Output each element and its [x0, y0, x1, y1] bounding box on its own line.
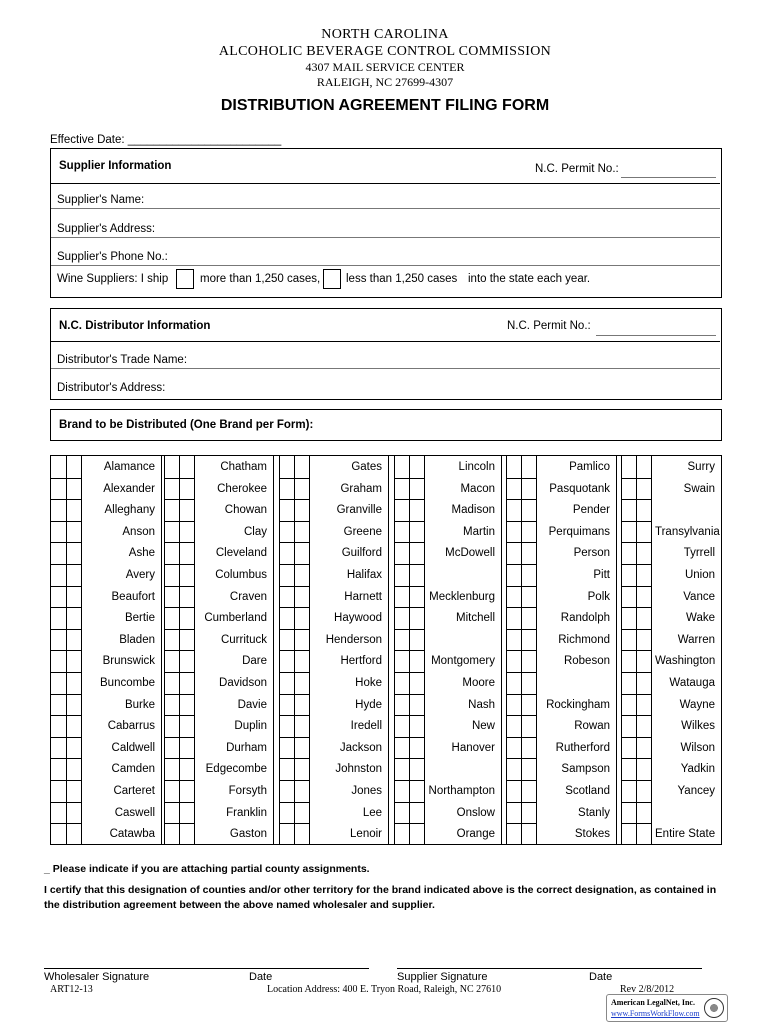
county-checkbox[interactable]: [66, 499, 81, 521]
county-name: Nash: [468, 698, 495, 711]
wine-suppliers-tail: into the state each year.: [468, 273, 591, 285]
county-checkbox[interactable]: [179, 586, 194, 608]
county-checkbox[interactable]: [179, 607, 194, 629]
location-address: Location Address: 400 E. Tryon Road, Raleigh, NC 27610: [267, 984, 502, 995]
county-checkbox[interactable]: [66, 802, 81, 824]
county-name: Watauga: [669, 677, 715, 689]
county-name: Tyrrell: [683, 547, 715, 560]
county-name: Sampson: [561, 763, 610, 776]
county-checkbox[interactable]: [66, 542, 81, 564]
county-checkbox[interactable]: [521, 802, 536, 824]
county-checkbox[interactable]: [179, 737, 194, 759]
more-than-1250-label: more than 1,250 cases,: [200, 273, 321, 285]
distributor-section: [50, 308, 722, 400]
county-name: Davie: [237, 698, 267, 711]
supplier-signature-label: Supplier Signature: [397, 971, 488, 983]
county-name: Hanover: [451, 741, 495, 754]
county-checkbox[interactable]: [409, 802, 424, 824]
county-name: Person: [573, 547, 610, 560]
county-name: Warren: [677, 633, 715, 646]
county-name: Guilford: [341, 547, 382, 560]
county-checkbox[interactable]: [294, 694, 309, 716]
county-checkbox[interactable]: [636, 478, 651, 500]
county-name: Madison: [451, 504, 495, 517]
county-name: Caldwell: [111, 741, 155, 754]
county-checkbox[interactable]: [179, 780, 194, 802]
county-name: Yadkin: [680, 763, 715, 776]
county-name: Wilkes: [681, 720, 715, 733]
county-name: Granville: [336, 504, 382, 517]
county-checkbox[interactable]: [294, 456, 309, 478]
county-checkbox[interactable]: [636, 823, 651, 845]
county-checkbox[interactable]: [636, 694, 651, 716]
county-name: Rowan: [574, 720, 610, 733]
county-checkbox[interactable]: [521, 650, 536, 672]
supplier-heading: Supplier Information: [59, 160, 172, 172]
county-checkbox[interactable]: [66, 456, 81, 478]
county-checkbox[interactable]: [409, 650, 424, 672]
county-checkbox[interactable]: [294, 823, 309, 845]
county-name: Camden: [111, 763, 155, 776]
county-name: Perquimans: [548, 525, 610, 538]
county-name: Northampton: [428, 785, 495, 797]
grid-vline: [273, 456, 274, 844]
county-checkbox[interactable]: [409, 823, 424, 845]
county-checkbox[interactable]: [409, 694, 424, 716]
distributor-address-label: Distributor's Address:: [57, 382, 166, 394]
county-name: Mecklenburg: [429, 590, 495, 603]
county-checkbox[interactable]: [409, 456, 424, 478]
county-name: Cabarrus: [107, 720, 155, 733]
supplier-address-label: Supplier's Address:: [57, 223, 156, 235]
less-than-1250-label: less than 1,250 cases: [346, 273, 458, 285]
county-name: Cherokee: [217, 482, 267, 495]
grid-vline: [309, 456, 310, 844]
county-checkbox[interactable]: [294, 629, 309, 651]
county-name: Robeson: [563, 655, 610, 668]
county-name: Iredell: [350, 720, 382, 733]
grid-vline: [536, 456, 537, 844]
county-name: Transylvania: [655, 525, 720, 538]
county-checkbox[interactable]: [66, 564, 81, 586]
county-name: Pasquotank: [549, 482, 610, 495]
county-checkbox[interactable]: [294, 802, 309, 824]
county-name: Clay: [243, 525, 267, 538]
county-name: Chatham: [220, 461, 267, 473]
county-name: Gates: [351, 461, 382, 473]
county-checkbox[interactable]: [294, 607, 309, 629]
grid-vline: [81, 456, 82, 844]
county-checkbox[interactable]: [294, 650, 309, 672]
county-checkbox[interactable]: [636, 650, 651, 672]
county-checkbox[interactable]: [66, 629, 81, 651]
county-checkbox[interactable]: [521, 542, 536, 564]
county-name: Entire State: [655, 828, 716, 841]
county-checkbox[interactable]: [179, 564, 194, 586]
county-name: Edgecombe: [205, 763, 267, 776]
county-checkbox[interactable]: [409, 780, 424, 802]
county-name: Forsyth: [228, 785, 267, 797]
county-name: Avery: [125, 569, 155, 581]
county-checkbox[interactable]: [66, 694, 81, 716]
county-checkbox[interactable]: [66, 672, 81, 694]
county-name: Beaufort: [111, 590, 155, 603]
county-name: Currituck: [220, 633, 267, 646]
county-name: Johnston: [335, 763, 382, 776]
county-checkbox[interactable]: [294, 478, 309, 500]
county-name: Bladen: [119, 633, 155, 646]
county-name: Hertford: [340, 655, 382, 668]
county-name: Pamlico: [569, 461, 610, 473]
county-name: Orange: [456, 828, 495, 841]
county-checkbox[interactable]: [294, 780, 309, 802]
county-name: Scotland: [565, 785, 610, 797]
county-checkbox[interactable]: [521, 694, 536, 716]
county-name: Ashe: [128, 547, 155, 560]
county-checkbox[interactable]: [179, 521, 194, 543]
distributor-divider: [51, 341, 720, 342]
form-number: ART12-13: [50, 984, 93, 995]
county-name: Washington: [655, 655, 716, 668]
wholesaler-signature-line[interactable]: [44, 968, 369, 969]
header-line2: ALCOHOLIC BEVERAGE CONTROL COMMISSION: [218, 44, 552, 59]
partial-note: _ Please indicate if you are attaching partial county assignments.: [44, 863, 370, 875]
county-name: Davidson: [219, 677, 267, 689]
eagle-seal-icon: [704, 998, 724, 1018]
supplier-permit-line[interactable]: [621, 177, 716, 178]
county-name: Macon: [460, 482, 495, 495]
county-name: Burke: [124, 698, 155, 711]
form-title: DISTRIBUTION AGREEMENT FILING FORM: [220, 97, 550, 114]
county-checkbox[interactable]: [409, 672, 424, 694]
county-name: Greene: [343, 525, 382, 538]
distributor-permit-label: N.C. Permit No.:: [507, 320, 591, 332]
date-label-1: Date: [249, 971, 273, 983]
county-checkbox[interactable]: [636, 456, 651, 478]
county-checkbox[interactable]: [66, 478, 81, 500]
county-checkbox[interactable]: [179, 758, 194, 780]
county-name: Moore: [462, 677, 495, 689]
county-name: Yancey: [677, 785, 715, 797]
county-name: Lincoln: [458, 461, 495, 473]
county-checkbox[interactable]: [636, 802, 651, 824]
county-checkbox[interactable]: [66, 607, 81, 629]
county-checkbox[interactable]: [521, 715, 536, 737]
county-name: Wake: [686, 612, 715, 625]
county-checkbox[interactable]: [521, 672, 536, 694]
county-name: Jackson: [339, 741, 382, 754]
county-checkbox[interactable]: [521, 586, 536, 608]
supplier-phone-line[interactable]: [51, 265, 720, 266]
supplier-name-label: Supplier's Name:: [57, 194, 145, 206]
county-checkbox[interactable]: [66, 715, 81, 737]
county-checkbox[interactable]: [66, 650, 81, 672]
supplier-divider: [51, 183, 720, 184]
grid-vline: [194, 456, 195, 844]
county-name: Carteret: [113, 785, 155, 797]
county-checkbox[interactable]: [66, 521, 81, 543]
county-checkbox[interactable]: [521, 499, 536, 521]
grid-vline: [501, 456, 502, 844]
publisher-link[interactable]: www.FormsWorkFlow.com: [611, 1009, 700, 1018]
county-name: Cleveland: [215, 547, 267, 560]
county-checkbox[interactable]: [521, 564, 536, 586]
header-line1: NORTH CAROLINA: [321, 27, 449, 42]
county-name: Vance: [683, 590, 715, 603]
county-checkbox[interactable]: [409, 564, 424, 586]
county-checkbox[interactable]: [636, 672, 651, 694]
county-name: Hyde: [355, 698, 382, 711]
grid-vline: [616, 456, 617, 844]
county-name: Rockingham: [546, 698, 610, 711]
county-checkbox[interactable]: [179, 802, 194, 824]
county-name: Polk: [587, 590, 610, 603]
county-name: Swain: [683, 482, 715, 495]
county-checkbox[interactable]: [409, 715, 424, 737]
county-checkbox[interactable]: [409, 499, 424, 521]
county-checkbox[interactable]: [409, 607, 424, 629]
county-name: Hoke: [355, 677, 382, 689]
county-checkbox[interactable]: [409, 521, 424, 543]
grid-vline: [721, 456, 722, 844]
distributor-trade-line[interactable]: [51, 368, 720, 369]
grid-vline: [651, 456, 652, 844]
county-name: Mitchell: [456, 612, 495, 625]
county-name: Buncombe: [100, 677, 155, 689]
distributor-heading: N.C. Distributor Information: [59, 320, 211, 332]
county-name: Wayne: [679, 698, 715, 711]
county-checkbox[interactable]: [179, 499, 194, 521]
county-name: Alamance: [103, 461, 155, 473]
county-checkbox[interactable]: [294, 672, 309, 694]
publisher-name: American LegalNet, Inc.: [611, 998, 695, 1007]
supplier-section: [50, 148, 722, 298]
county-name: Dare: [242, 655, 267, 668]
county-checkbox[interactable]: [294, 737, 309, 759]
supplier-phone-label: Supplier's Phone No.:: [57, 251, 168, 263]
county-checkbox[interactable]: [179, 629, 194, 651]
county-checkbox[interactable]: [409, 478, 424, 500]
county-checkbox[interactable]: [521, 758, 536, 780]
county-checkbox[interactable]: [294, 758, 309, 780]
county-checkbox[interactable]: [521, 823, 536, 845]
county-checkbox[interactable]: [409, 737, 424, 759]
less-than-1250-checkbox[interactable]: [323, 269, 341, 289]
county-name: Gaston: [229, 828, 267, 841]
county-checkbox[interactable]: [294, 586, 309, 608]
county-name: Brunswick: [102, 655, 155, 668]
county-checkbox[interactable]: [179, 823, 194, 845]
county-name: Lenoir: [350, 828, 382, 841]
county-checkbox[interactable]: [409, 542, 424, 564]
county-name: Union: [684, 569, 715, 581]
county-checkbox[interactable]: [521, 521, 536, 543]
brand-section[interactable]: [50, 409, 722, 441]
county-checkbox[interactable]: [66, 737, 81, 759]
county-checkbox[interactable]: [521, 607, 536, 629]
county-name: Harnett: [344, 590, 382, 603]
supplier-address-line[interactable]: [51, 237, 720, 238]
county-checkbox[interactable]: [636, 715, 651, 737]
wine-suppliers-label: Wine Suppliers: I ship: [57, 273, 169, 285]
county-name: Henderson: [325, 633, 382, 646]
county-checkbox[interactable]: [179, 694, 194, 716]
county-name: Halifax: [346, 569, 382, 581]
county-name: Franklin: [226, 806, 267, 819]
county-name: Montgomery: [431, 655, 495, 668]
publisher-badge: [606, 994, 728, 1022]
county-name: Alexander: [103, 482, 155, 495]
county-name: Graham: [340, 482, 382, 495]
county-name: Caswell: [114, 806, 155, 819]
county-checkbox[interactable]: [66, 586, 81, 608]
county-checkbox[interactable]: [294, 715, 309, 737]
county-checkbox[interactable]: [521, 780, 536, 802]
county-name: McDowell: [445, 547, 495, 560]
county-checkbox[interactable]: [636, 629, 651, 651]
distributor-permit-line[interactable]: [596, 335, 716, 336]
supplier-name-line[interactable]: [51, 208, 720, 209]
county-checkbox[interactable]: [409, 629, 424, 651]
county-name: Pender: [572, 504, 610, 517]
county-name: Haywood: [334, 612, 382, 625]
county-checkbox[interactable]: [294, 521, 309, 543]
revision: Rev 2/8/2012: [620, 984, 675, 995]
supplier-permit-label: N.C. Permit No.:: [535, 163, 619, 175]
county-name: Columbus: [215, 569, 267, 581]
county-checkbox[interactable]: [636, 564, 651, 586]
county-name: Richmond: [558, 633, 610, 646]
county-checkbox[interactable]: [66, 758, 81, 780]
county-checkbox[interactable]: [636, 758, 651, 780]
county-name: Wilson: [680, 741, 715, 754]
county-name: Rutherford: [555, 741, 610, 754]
county-name: Stokes: [574, 828, 610, 841]
county-checkbox[interactable]: [521, 456, 536, 478]
county-checkbox[interactable]: [66, 780, 81, 802]
grid-vline: [161, 456, 162, 844]
county-checkbox[interactable]: [179, 672, 194, 694]
county-name: Jones: [351, 785, 382, 797]
county-checkbox[interactable]: [521, 737, 536, 759]
county-name: Onslow: [456, 806, 495, 819]
distributor-trade-label: Distributor's Trade Name:: [57, 354, 188, 366]
grid-vline: [388, 456, 389, 844]
county-checkbox[interactable]: [636, 737, 651, 759]
county-checkbox[interactable]: [409, 586, 424, 608]
county-checkbox[interactable]: [521, 478, 536, 500]
county-checkbox[interactable]: [409, 758, 424, 780]
county-name: Lee: [362, 806, 382, 819]
certify-statement: I certify that this designation of counties and/or other territory for the brand indicated above is the correct designation, as contained in the distribution agreement between the above named wholesaler and supplier.: [44, 884, 717, 911]
effective-date-label: Effective Date: ________________________: [50, 134, 282, 146]
county-checkbox[interactable]: [179, 650, 194, 672]
county-checkbox[interactable]: [294, 564, 309, 586]
county-checkbox[interactable]: [294, 499, 309, 521]
county-name: Duplin: [234, 720, 267, 733]
county-name: Chowan: [224, 504, 267, 517]
county-name: Catawba: [109, 828, 155, 841]
county-checkbox[interactable]: [636, 607, 651, 629]
county-name: Cumberland: [204, 612, 267, 625]
county-name: Surry: [687, 461, 715, 473]
brand-label: Brand to be Distributed (One Brand per Form):: [59, 419, 314, 431]
county-checkbox[interactable]: [636, 586, 651, 608]
more-than-1250-checkbox[interactable]: [176, 269, 194, 289]
county-checkbox[interactable]: [66, 823, 81, 845]
grid-vline: [424, 456, 425, 844]
county-grid: [50, 455, 722, 845]
county-name: Durham: [226, 741, 267, 754]
header-line4: RALEIGH, NC 27699-4307: [316, 75, 454, 89]
county-name: New: [471, 720, 495, 733]
county-name: Bertie: [124, 612, 155, 625]
county-checkbox[interactable]: [636, 780, 651, 802]
date-label-2: Date: [589, 971, 613, 983]
county-name: Martin: [463, 525, 495, 538]
county-checkbox[interactable]: [179, 456, 194, 478]
wholesaler-signature-label: Wholesaler Signature: [44, 971, 150, 983]
county-name: Alleghany: [104, 504, 155, 517]
supplier-signature-line[interactable]: [397, 968, 702, 969]
county-checkbox[interactable]: [636, 499, 651, 521]
county-checkbox[interactable]: [179, 715, 194, 737]
county-checkbox[interactable]: [179, 542, 194, 564]
county-checkbox[interactable]: [636, 521, 651, 543]
county-name: Stanly: [578, 806, 610, 819]
county-checkbox[interactable]: [294, 542, 309, 564]
county-checkbox[interactable]: [636, 542, 651, 564]
county-checkbox[interactable]: [521, 629, 536, 651]
county-checkbox[interactable]: [179, 478, 194, 500]
header-line3: 4307 MAIL SERVICE CENTER: [305, 60, 465, 74]
county-name: Pitt: [593, 569, 610, 581]
county-name: Craven: [229, 590, 267, 603]
county-name: Anson: [122, 525, 155, 538]
county-name: Randolph: [560, 612, 610, 625]
